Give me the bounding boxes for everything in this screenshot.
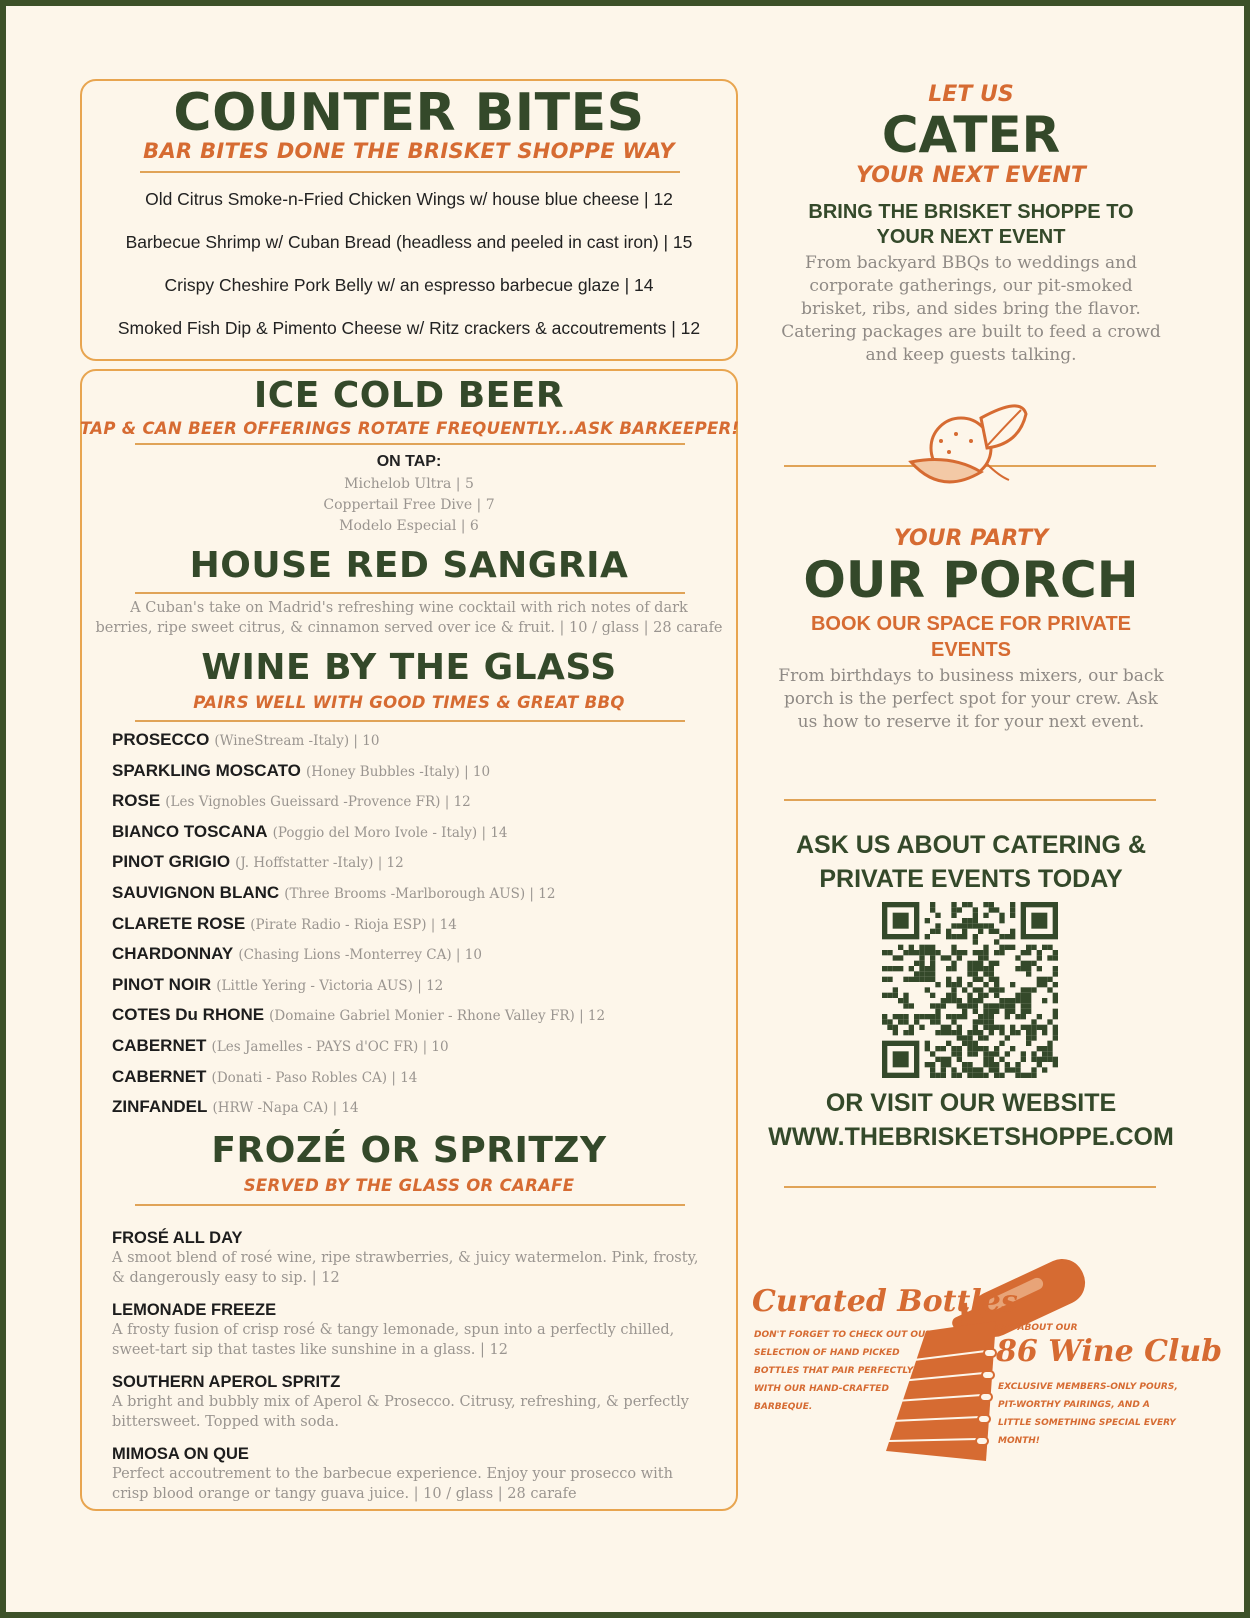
visit-label: OR VISIT OUR WEBSITE: [825, 1089, 1117, 1117]
wine-name: PINOT GRIGIO: [112, 852, 231, 872]
wine-name: CABERNET: [112, 1035, 207, 1055]
qr-code[interactable]: [882, 902, 1058, 1078]
wine-detail: (Les Jamelles - PAYS d'OC FR) | 10: [211, 1038, 449, 1055]
froze-item: [112, 1300, 712, 1360]
froze-title: FROZÉ OR SPRITZY: [211, 1130, 607, 1171]
froze-subtitle: SERVED BY THE GLASS OR CARAFE: [243, 1176, 575, 1195]
wine-detail: (Three Brooms -Marlborough AUS) | 12: [284, 885, 556, 902]
on-tap-label: ON TAP:: [376, 453, 442, 470]
menu-item: Crispy Cheshire Pork Belly w/ an espresso barbecue glaze | 14: [164, 275, 654, 295]
porch-section: [776, 526, 1166, 734]
beer-title: ICE COLD BEER: [253, 375, 565, 416]
wine-item: [112, 914, 605, 945]
wine-detail: (WineStream -Italy) | 10: [214, 733, 380, 749]
sangria-description-line: A Cuban's take on Madrid's refreshing wine cocktail with rich notes of dark: [130, 600, 688, 616]
wine-name: SPARKLING MOSCATO: [112, 760, 301, 780]
froze-item: [112, 1372, 712, 1432]
citrus-illustration: [901, 396, 1036, 496]
wine-name: ROSE: [112, 791, 161, 811]
froze-description: A smoot blend of rosé wine, ripe strawberries, & juicy watermelon. Pink, frosty, & dangerously easy to sip. | 12: [112, 1250, 699, 1286]
contact-heading: ASK US ABOUT CATERING & PRIVATE EVENTS TODAY: [796, 831, 1146, 893]
wine-name: CABERNET: [112, 1066, 207, 1086]
cater-title: CATER: [881, 106, 1061, 164]
website-link[interactable]: WWW.THEBRISKETSHOPPE.COM: [768, 1123, 1174, 1151]
beer-subtitle: TAP & CAN BEER OFFERINGS ROTATE FREQUENTLY...ASK BARKEEPER!: [80, 419, 740, 438]
menu-item: Smoked Fish Dip & Pimento Cheese w/ Ritz crackers & accoutrements | 12: [117, 318, 701, 338]
wine-detail: (Poggio del Moro Ivole - Italy) | 14: [272, 824, 508, 841]
curated-bottles-text: DON'T FORGET TO CHECK OUT OUR SELECTION OF HAND PICKED BOTTLES THAT PAIR PERFECTLY WITH OUR HAND-CRAFTED BARBEQUE.: [754, 1330, 933, 1412]
froze-name: SOUTHERN APEROL SPRITZ: [112, 1373, 341, 1391]
wine-club-pre: ASK ABOUT OUR: [994, 1323, 1078, 1333]
cater-pre: LET US: [928, 82, 1014, 107]
wine-detail: (Les Vignobles Gueissard -Provence FR) | 12: [165, 794, 471, 811]
wine-detail: (HRW -Napa CA) | 14: [212, 1100, 359, 1117]
cater-body: From backyard BBQs to weddings and corporate gatherings, our pit-smoked brisket, ribs, and sides bring the flavor. Catering packages are built to feed a crowd and keep guests talking.: [781, 253, 1161, 365]
divider: [784, 1186, 1156, 1188]
sangria-title: HOUSE RED SANGRIA: [189, 545, 629, 586]
beer-item: Modelo Especial | 6: [339, 518, 479, 534]
froze-description: A bright and bubbly mix of Aperol & Prosecco. Citrusy, refreshing, & perfectly bittersweet. Topped with soda.: [112, 1394, 689, 1430]
wine-item: [112, 791, 605, 822]
froze-item: [112, 1444, 712, 1504]
wine-detail: (Little Yering - Victoria AUS) | 12: [216, 977, 444, 994]
wine-detail: (Donati - Paso Robles CA) | 14: [211, 1069, 418, 1086]
counter-bites-section: [80, 79, 738, 361]
sangria-description-line: berries, ripe sweet citrus, & cinnamon served over ice & fruit. | 10 / glass | 28 carafe: [95, 620, 723, 636]
website-section: [768, 1086, 1174, 1154]
wine-item: [112, 852, 605, 883]
wine-detail: (Honey Bubbles -Italy) | 10: [306, 763, 491, 780]
divider: [140, 171, 680, 173]
wine-item: [112, 975, 605, 1006]
cater-post: YOUR NEXT EVENT: [856, 163, 1086, 188]
divider: [135, 443, 685, 445]
counter-bites-title: COUNTER BITES: [173, 83, 645, 143]
wine-name: PROSECCO: [112, 730, 210, 749]
wine-list: [112, 730, 605, 1128]
cater-heading: BRING THE BRISKET SHOPPE TO YOUR NEXT EVENT: [808, 201, 1134, 248]
wine-name: BIANCO TOSCANA: [112, 821, 268, 841]
wine-item: [112, 730, 605, 761]
wine-item: [112, 822, 605, 853]
wine-detail: (Pirate Radio - Rioja ESP) | 14: [250, 916, 457, 933]
wine-name: SAUVIGNON BLANC: [112, 882, 280, 902]
wine-item: [112, 1005, 605, 1036]
froze-name: FROSÉ ALL DAY: [112, 1229, 243, 1247]
wine-detail: (J. Hoffstatter -Italy) | 12: [235, 855, 404, 872]
wine-item: [112, 944, 605, 975]
froze-list: [112, 1228, 712, 1516]
porch-pre: YOUR PARTY: [893, 526, 1049, 551]
wine-name: CLARETE ROSE: [112, 913, 246, 933]
beer-item: Coppertail Free Dive | 7: [323, 497, 495, 513]
wine-title: WINE BY THE GLASS: [201, 647, 617, 688]
wine-item: [112, 1097, 605, 1128]
froze-item: [112, 1228, 712, 1288]
wine-item: [112, 883, 605, 914]
porch-body: From birthdays to business mixers, our back porch is the perfect spot for your crew. Ask us how to reserve it for your next event.: [778, 666, 1164, 732]
cater-section: [776, 82, 1166, 367]
divider: [784, 799, 1156, 801]
wine-subtitle: PAIRS WELL WITH GOOD TIMES & GREAT BBQ: [193, 693, 625, 712]
beer-item: Michelob Ultra | 5: [344, 476, 474, 492]
curated-bottles-title: Curated Bottles: [752, 1284, 1018, 1319]
froze-name: MIMOSA ON QUE: [112, 1445, 249, 1463]
wine-club-title: 86 Wine Club: [996, 1334, 1223, 1369]
froze-description: Perfect accoutrement to the barbecue experience. Enjoy your prosecco with crisp blood orange or tangy guava juice. | 10 / glass | 28 carafe: [112, 1466, 673, 1502]
divider: [135, 1204, 685, 1206]
divider: [135, 720, 685, 722]
menu-item: Old Citrus Smoke-n-Fried Chicken Wings w/ house blue cheese | 12: [145, 189, 673, 209]
wine-name: COTES Du RHONE: [112, 1005, 265, 1025]
contact-section: [776, 828, 1166, 896]
wine-detail: (Chasing Lions -Monterrey CA) | 10: [238, 947, 482, 964]
divider: [135, 592, 685, 594]
menu-item: Barbecue Shrimp w/ Cuban Bread (headless and peeled in cast iron) | 15: [125, 232, 693, 252]
counter-bites-subtitle: BAR BITES DONE THE BRISKET SHOPPE WAY: [143, 139, 675, 163]
porch-title: OUR PORCH: [803, 551, 1139, 609]
froze-description: A frosty fusion of crisp rosé & tangy lemonade, spun into a perfectly chilled, sweet-tart sip that tastes like sunshine in a glass. | 12: [112, 1322, 675, 1358]
wine-detail: (Domaine Gabriel Monier - Rhone Valley FR) | 12: [269, 1008, 606, 1025]
froze-name: LEMONADE FREEZE: [112, 1301, 277, 1319]
porch-heading: BOOK OUR SPACE FOR PRIVATE EVENTS: [810, 613, 1132, 661]
wine-item: [112, 761, 605, 792]
wine-item: [112, 1036, 605, 1067]
wine-name: CHARDONNAY: [112, 944, 234, 964]
wine-name: PINOT NOIR: [112, 974, 212, 994]
wine-item: [112, 1067, 605, 1098]
wine-club-text: EXCLUSIVE MEMBERS-ONLY POURS, PIT-WORTHY PAIRINGS, AND A LITTLE SOMETHING SPECIAL EVERY MONTH!: [998, 1382, 1178, 1446]
wine-name: ZINFANDEL: [112, 1097, 208, 1117]
